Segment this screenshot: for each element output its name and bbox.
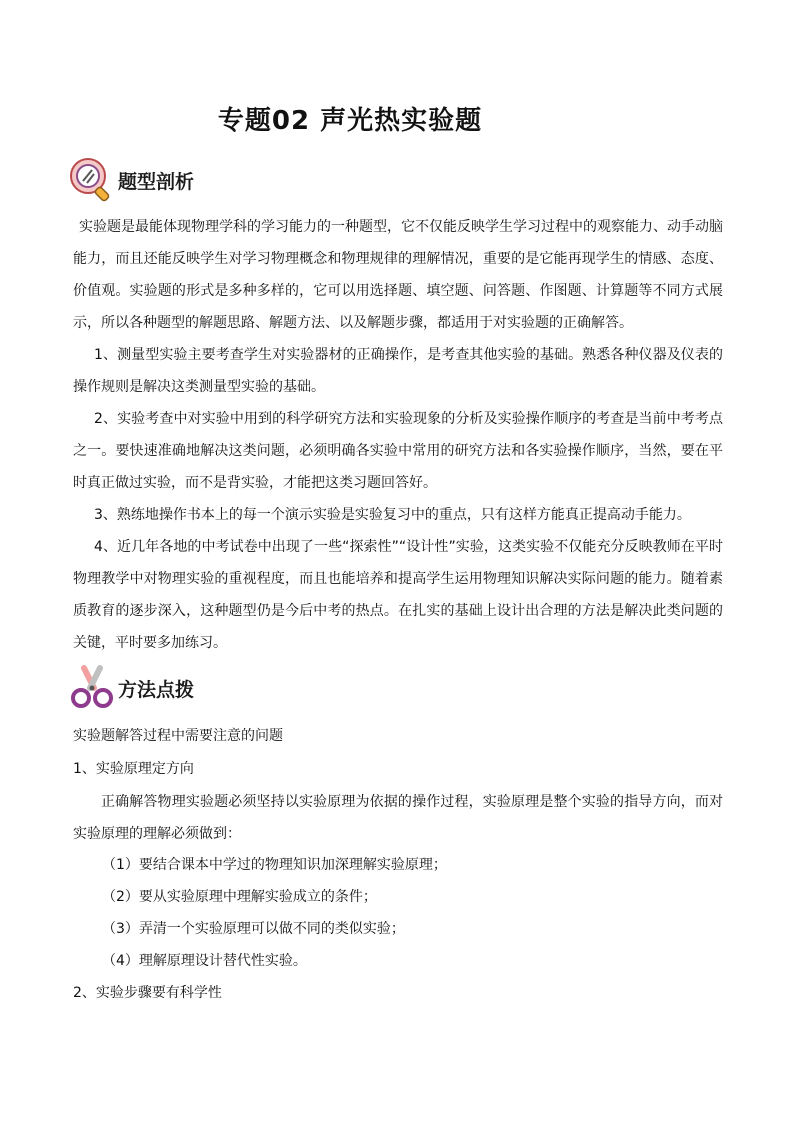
- section-title: 题型剖析: [118, 170, 195, 193]
- sub-item: （2）要从实验原理中理解实验成立的条件；: [102, 889, 377, 905]
- sub-item: （1）要结合课本中学过的物理知识加深理解实验原理；: [102, 857, 447, 873]
- intro-text: 实验题解答过程中需要注意的问题: [73, 728, 283, 744]
- sub-item: （4）理解原理设计替代性实验。: [102, 953, 307, 969]
- sub-item: （3）弄清一个实验原理可以做不同的类似实验；: [102, 921, 405, 937]
- section-header-analysis: [68, 150, 194, 210]
- item-heading: 2、实验步骤要有科学性: [73, 985, 222, 1001]
- section-header-method: [68, 658, 194, 718]
- paragraph: 正确解答物理实验题必须坚持以实验原理为依据的操作过程，实验原理是整个实验的指导方向，而对实验原理的理解必须做到：: [73, 794, 723, 842]
- magnifier-icon: [68, 156, 116, 204]
- paragraph: 3、熟练地操作书本上的每一个演示实验是实验复习中的重点，只有这样方能真正提高动手能力。: [94, 507, 691, 523]
- page-title: 专题02 声光热实验题: [217, 106, 483, 136]
- paragraph: 2、实验考查中对实验中用到的科学研究方法和实验现象的分析及实验操作顺序的考查是当前中考考点之一。要快速准确地解决这类问题，必须明确各实验中常用的研究方法和各实验操作顺序，当然，要在平时真正做过实验，而不是背实验，才能把这类习题回答好。: [73, 411, 723, 491]
- paragraph: 1、测量型实验主要考查学生对实验器材的正确操作，是考查其他实验的基础。熟悉各种仪器及仪表的操作规则是解决这类测量型实验的基础。: [73, 347, 723, 395]
- item-heading: 1、实验原理定方向: [73, 761, 194, 777]
- paragraph: 实验题是最能体现物理学科的学习能力的一种题型，它不仅能反映学生学习过程中的观察能力、动手动脑能力，而且还能反映学生对学习物理概念和物理规律的理解情况，重要的是它能再现学生的情感、态度、价值观。实验题的形式是多种多样的，它可以用选择题、填空题、问答题、作图题、计算题等不同方式展示，所以各种题型的解题思路、解题方法、以及解题步骤，都适用于对实验题的正确解答。: [73, 219, 723, 331]
- paragraph: 4、近几年各地的中考试卷中出现了一些“探索性”“设计性”实验，这类实验不仅能充分反映教师在平时物理教学中对物理实验的重视程度，而且也能培养和提高学生运用物理知识解决实际问题的能力。随着素质教育的逐步深入，这种题型仍是今后中考的热点。在扎实的基础上设计出合理的方法是解决此类问题的关键，平时要多加练习。: [73, 539, 723, 651]
- scissors-icon: [68, 664, 116, 712]
- section-title: 方法点拨: [118, 678, 195, 701]
